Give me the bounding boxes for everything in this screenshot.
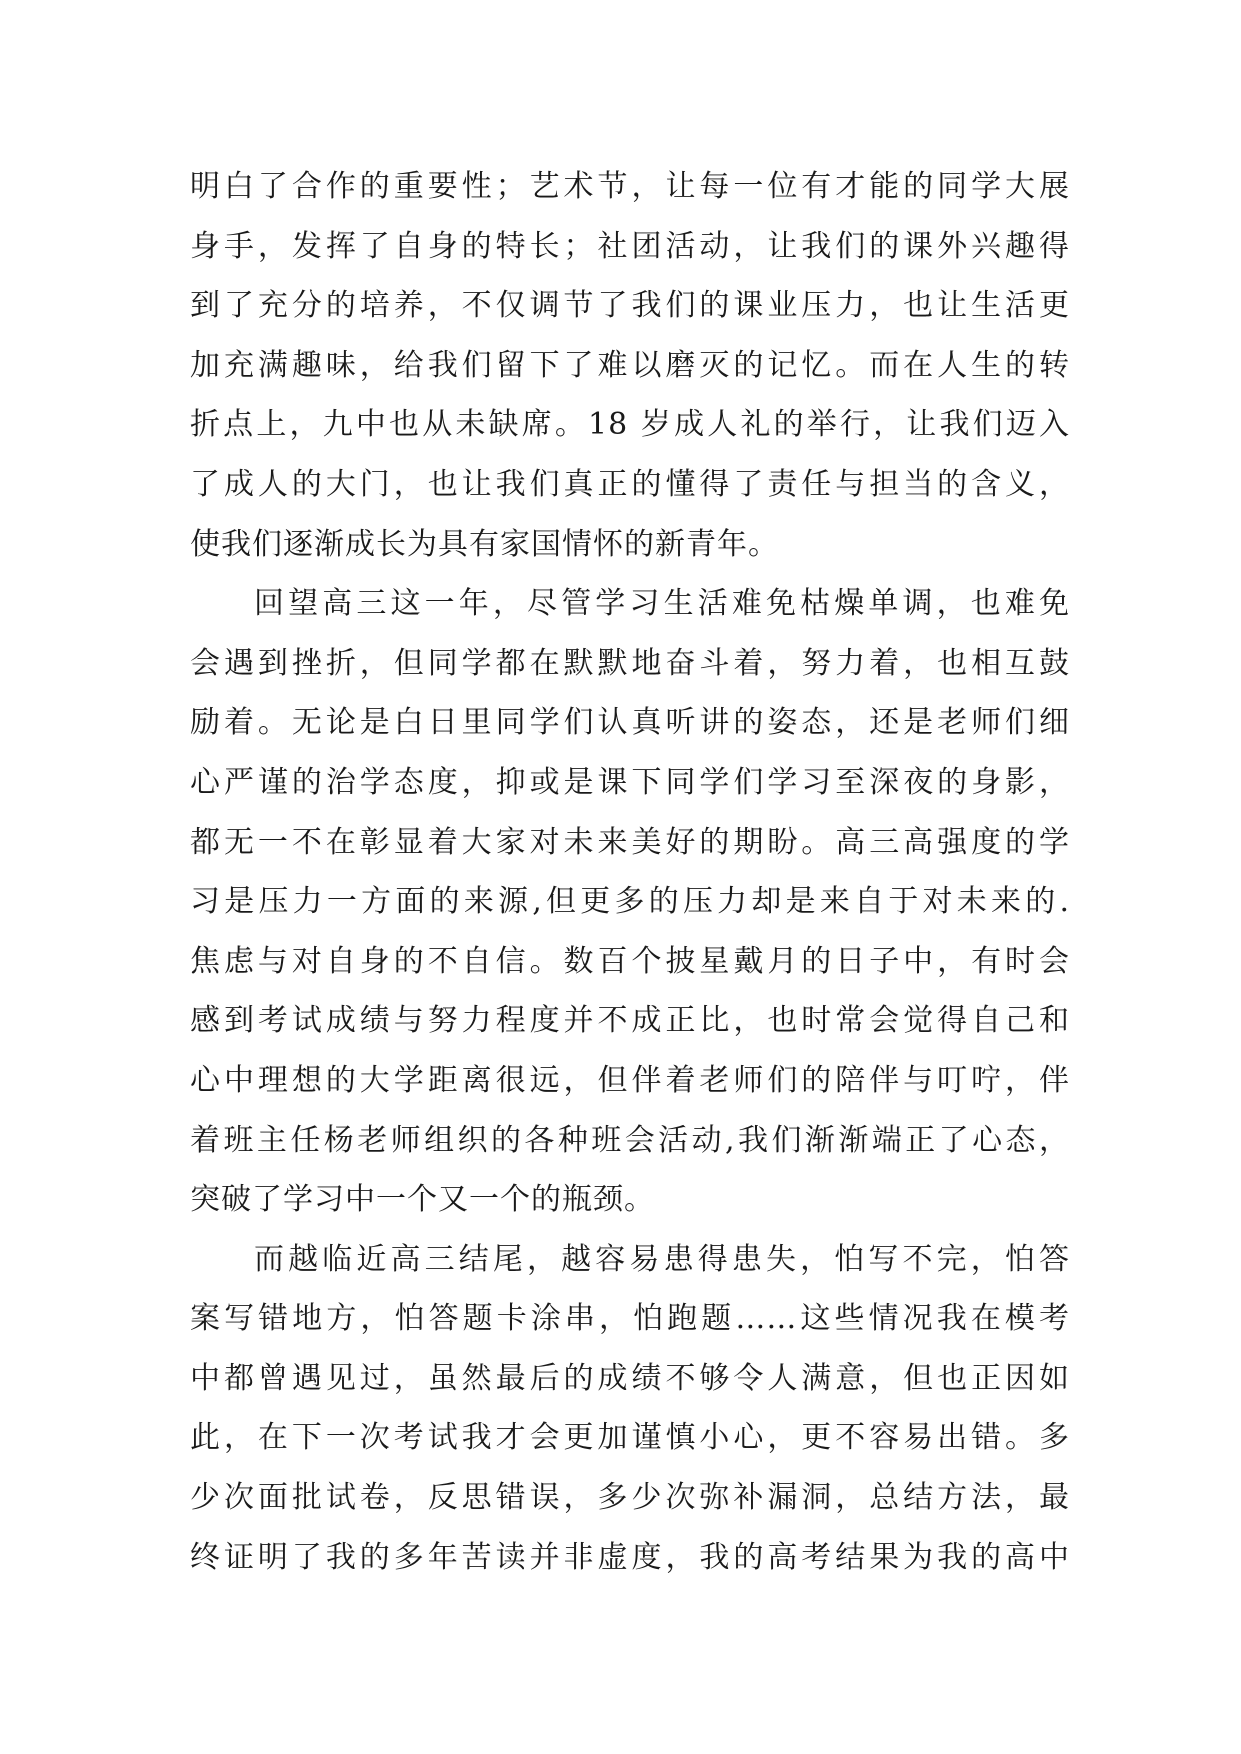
- text-line: 习是压力一方面的来源,但更多的压力却是来自于对未来的.: [190, 884, 1070, 920]
- text-line: 而越临近高三结尾，越容易患得患失，怕写不完，怕答: [254, 1241, 1070, 1277]
- text-line: 心严谨的治学态度，抑或是课下同学们学习至深夜的身影，: [190, 764, 1070, 800]
- text-line: 都无一不在彰显着大家对未来美好的期盼。高三高强度的学: [190, 824, 1070, 860]
- text-line: 使我们逐渐成长为具有家国情怀的新青年。: [190, 526, 779, 562]
- text-line: 励着。无论是白日里同学们认真听讲的姿态，还是老师们细: [190, 705, 1070, 741]
- text-line: 感到考试成绩与努力程度并不成正比，也时常会觉得自己和: [190, 1003, 1070, 1039]
- text-line: 终证明了我的多年苦读并非虚度，我的高考结果为我的高中: [190, 1539, 1070, 1575]
- body-text: [190, 157, 1070, 1587]
- text-line: 着班主任杨老师组织的各种班会活动,我们渐渐端正了心态，: [190, 1122, 1070, 1158]
- text-line: 焦虑与对自身的不自信。数百个披星戴月的日子中，有时会: [190, 943, 1070, 979]
- text-line: 加充满趣味，给我们留下了难以磨灭的记忆。而在人生的转: [190, 347, 1070, 383]
- text-line: 回望高三这一年，尽管学习生活难免枯燥单调，也难免: [254, 586, 1070, 622]
- text-line: 明白了合作的重要性；艺术节，让每一位有才能的同学大展: [190, 169, 1070, 204]
- text-line: 少次面批试卷，反思错误，多少次弥补漏洞，总结方法，最: [190, 1480, 1070, 1516]
- text-line: 中都曾遇见过，虽然最后的成绩不够令人满意，但也正因如: [190, 1360, 1070, 1396]
- text-line: 折点上，九中也从未缺席。18 岁成人礼的举行，让我们迈入: [190, 407, 1070, 443]
- text-line: 心中理想的大学距离很远，但伴着老师们的陪伴与叮咛，伴: [190, 1062, 1070, 1098]
- text-line: 突破了学习中一个又一个的瓶颈。: [190, 1182, 655, 1218]
- text-line: 身手，发挥了自身的特长；社团活动，让我们的课外兴趣得: [190, 228, 1070, 264]
- text-line: 到了充分的培养，不仅调节了我们的课业压力，也让生活更: [190, 288, 1070, 324]
- text-line: 此，在下一次考试我才会更加谨慎小心，更不容易出错。多: [190, 1420, 1070, 1456]
- text-line: 案写错地方，怕答题卡涂串，怕跑题……这些情况我在模考: [190, 1301, 1070, 1337]
- text-line: 了成人的大门，也让我们真正的懂得了责任与担当的含义，: [190, 466, 1070, 502]
- text-line: 会遇到挫折，但同学都在默默地奋斗着，努力着，也相互鼓: [190, 645, 1070, 681]
